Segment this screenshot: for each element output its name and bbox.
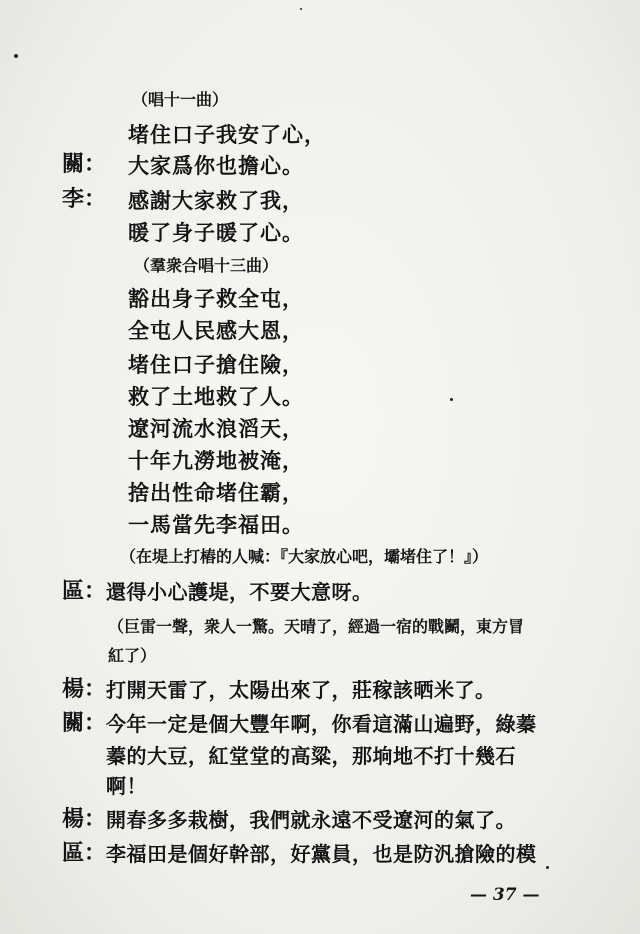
chorus-line: 豁出身子救全屯， — [128, 286, 304, 311]
scan-speck — [546, 866, 549, 869]
stage-direction: （在堤上打樁的人喊：『大家放心吧，壩堵住了！』） — [120, 547, 489, 566]
scan-speck — [450, 398, 453, 401]
speaker-label: 李： — [62, 186, 107, 212]
page-number: — 37 — — [470, 885, 540, 905]
speaker-label: 楊： — [62, 806, 107, 832]
scan-speck — [14, 54, 18, 58]
chorus-line: 救了土地救了人。 — [128, 384, 304, 409]
chorus-line: 捨出性命堵住霸， — [128, 480, 304, 505]
chorus-line: 堵住口子搶住險， — [128, 352, 304, 377]
speaker-label: 楊： — [62, 676, 107, 702]
chorus-line: 一馬當先李福田。 — [128, 512, 304, 537]
stage-direction: 紅了） — [108, 646, 157, 665]
dialogue-line: 開春多多栽樹，我們就永遠不受遼河的氣了。 — [106, 808, 516, 832]
speaker-label: 區： — [62, 578, 107, 604]
verse-line: 堵住口子我安了心， — [128, 122, 326, 147]
dialogue-line: 今年一定是個大豐年啊，你看這滿山遍野，綠蓁 — [106, 712, 537, 736]
stage-direction: （巨雷一聲，衆人一驚。天晴了，經過一宿的戰鬭，東方冒 — [108, 617, 525, 636]
chorus-line: 遼河流水浪滔天， — [128, 416, 304, 441]
speaker-label: 區： — [62, 840, 107, 866]
chorus-line: 十年九澇地被淹， — [128, 448, 304, 473]
speaker-label: 關： — [62, 710, 107, 736]
verse-line: 大家爲你也擔心。 — [128, 153, 304, 178]
verse-line: 暖了身子暖了心。 — [128, 220, 304, 245]
dialogue-line: 蓁的大豆，紅堂堂的高粱，那垧地不打十幾石 — [106, 744, 516, 768]
verse-line: 感謝大家救了我， — [128, 188, 304, 213]
speaker-label: 關： — [62, 151, 107, 177]
song-cue: （唱十一曲） — [132, 90, 229, 109]
chorus-line: 全屯人民感大恩， — [128, 318, 304, 343]
song-cue: （羣衆合唱十三曲） — [134, 256, 279, 275]
dialogue-line: 李福田是個好幹部，好黨員，也是防汎搶險的模 — [106, 842, 537, 866]
dialogue-line: 還得小心護堤，不要大意呀。 — [106, 580, 373, 604]
scan-speck — [300, 8, 302, 10]
dialogue-line: 打開天雷了，太陽出來了，莊稼該晒米了。 — [106, 678, 496, 702]
dialogue-line: 啊！ — [106, 774, 147, 798]
